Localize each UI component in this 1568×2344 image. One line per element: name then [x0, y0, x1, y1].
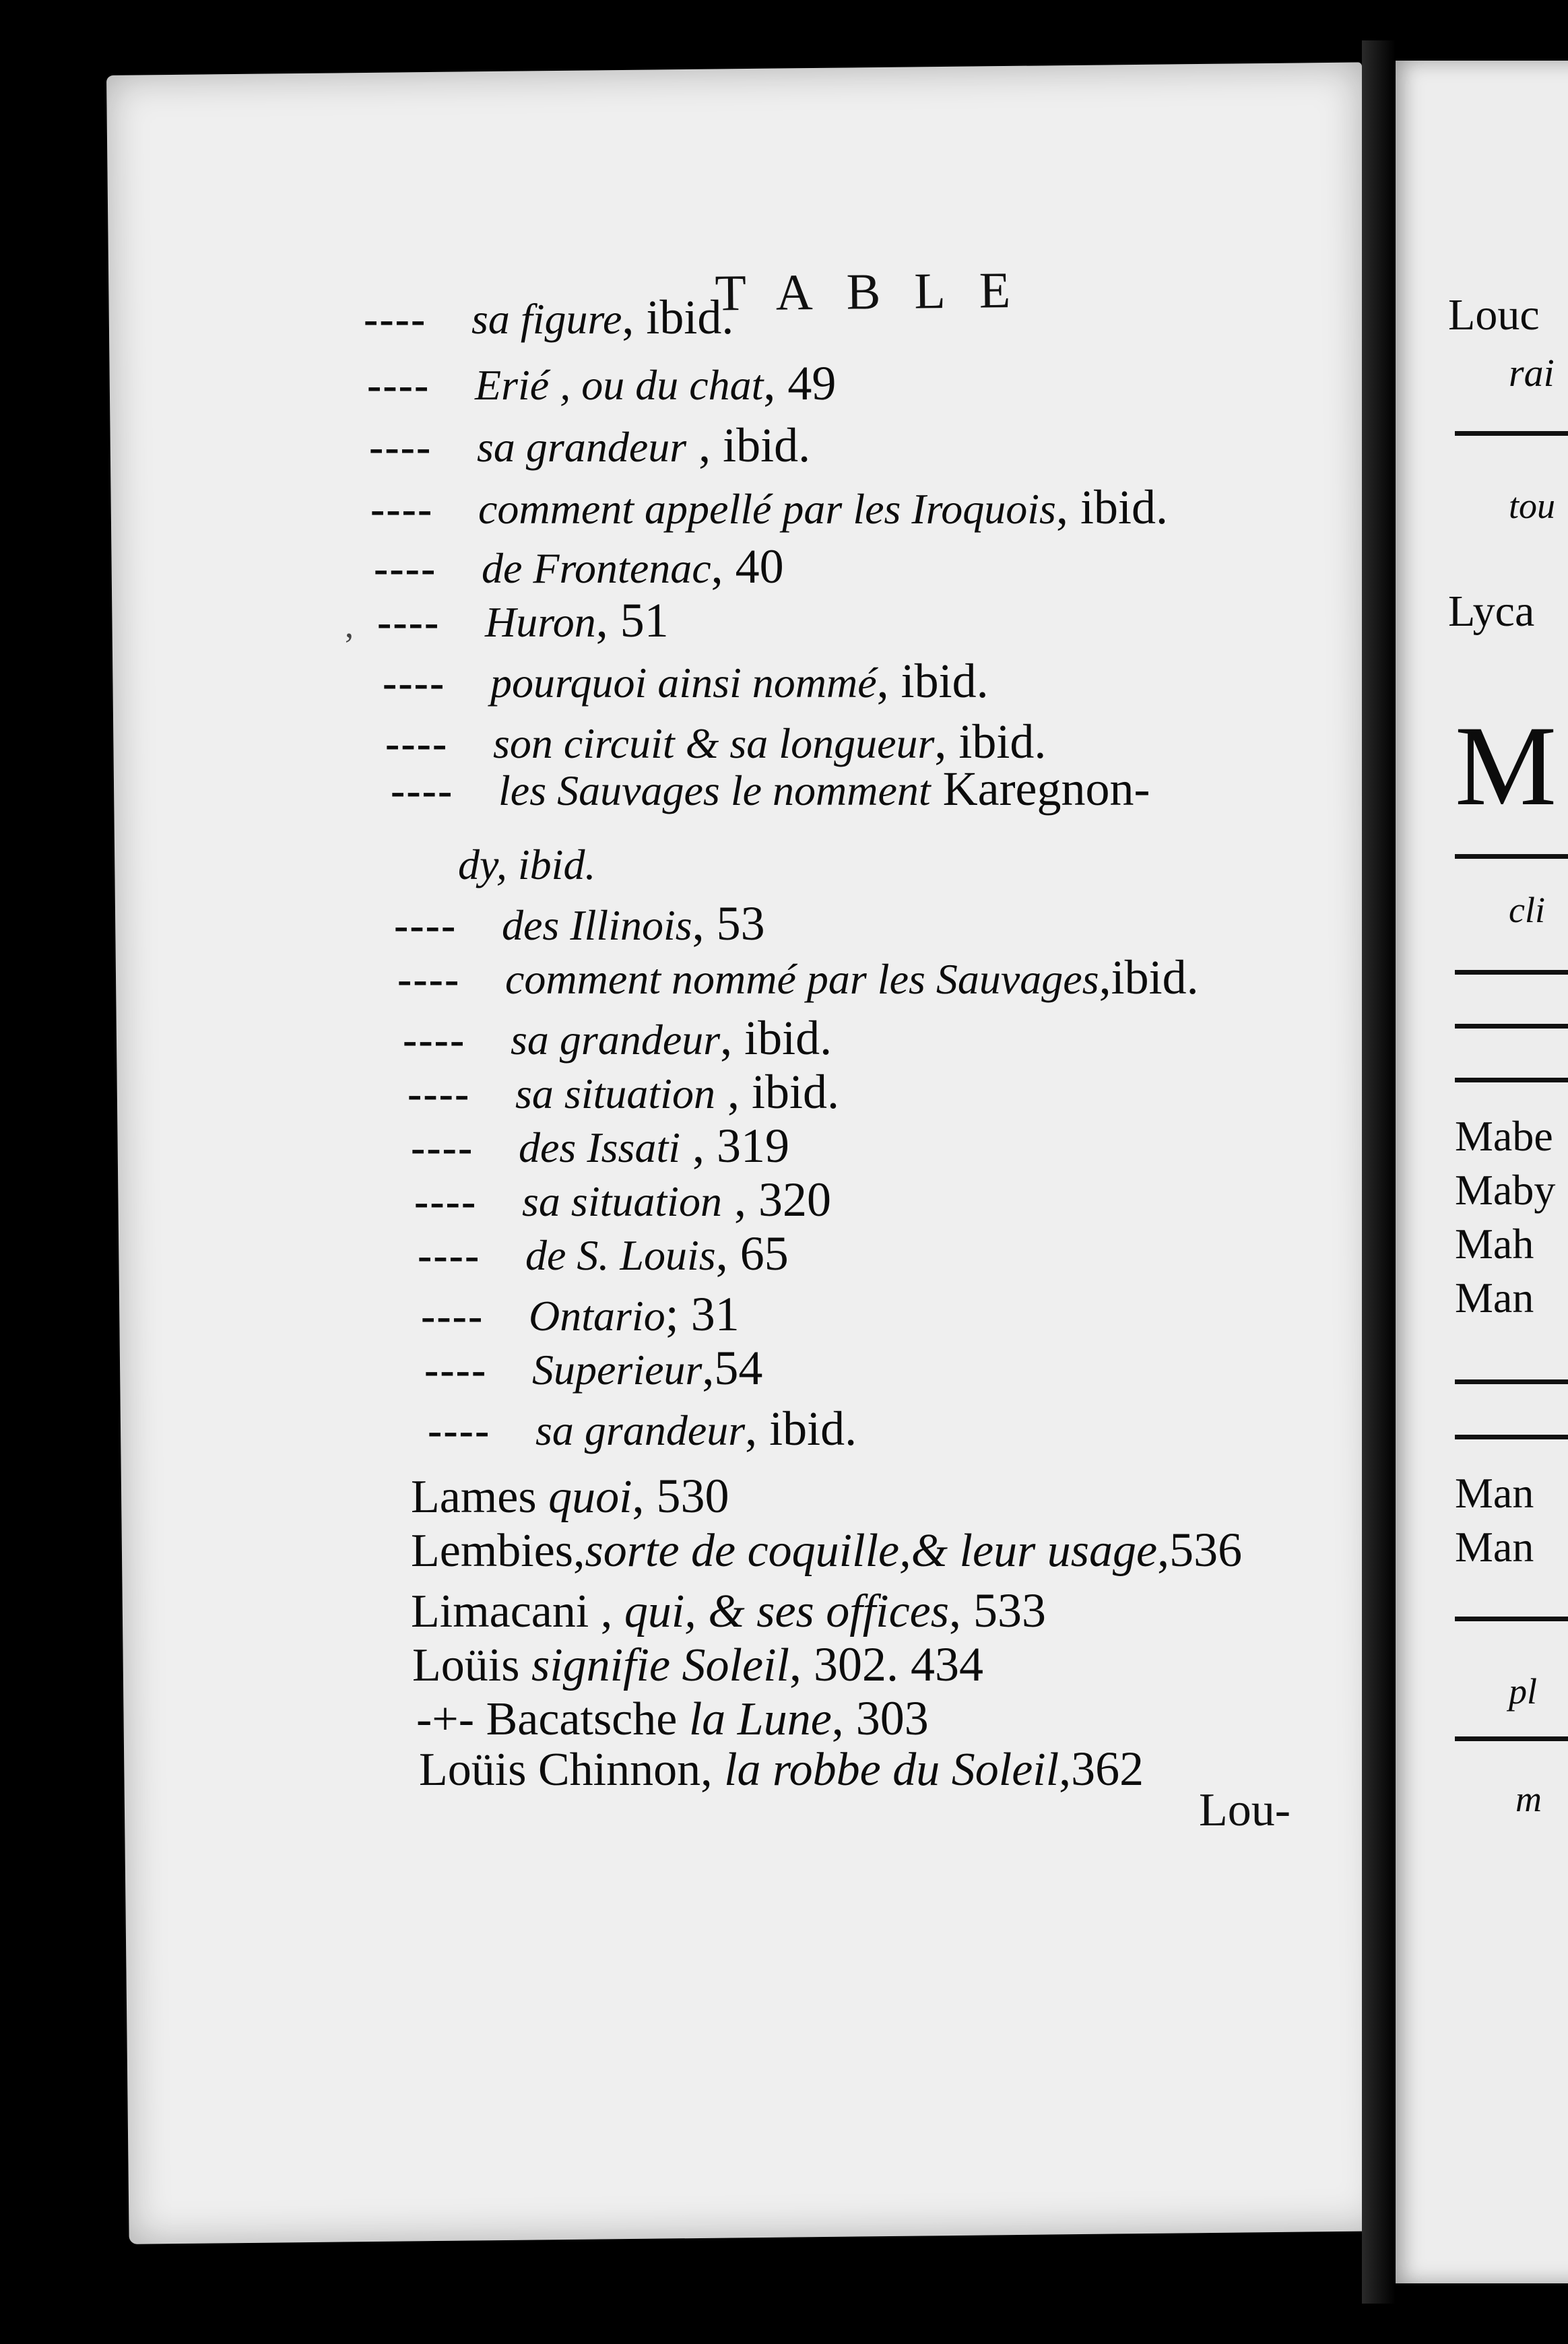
- entry-head: Loüis: [412, 1639, 531, 1691]
- entry-text: la Lune: [688, 1693, 832, 1745]
- index-subentry: [370, 480, 1168, 535]
- index-subentry: [421, 1287, 740, 1342]
- entry-head: -+- Bacatsche: [416, 1693, 689, 1745]
- subentry-dash: ----: [391, 767, 454, 814]
- rule: [1455, 1078, 1568, 1082]
- subentry-dash: ----: [421, 1292, 484, 1340]
- entry-text: sorte de coquille,& leur usage: [585, 1525, 1158, 1577]
- subentry-dash: ----: [403, 1016, 466, 1064]
- right-page-fragment: M: [1455, 703, 1557, 829]
- subentry-ref: , ibid.: [720, 1011, 832, 1065]
- subentry-ref: ,ibid.: [1099, 950, 1199, 1004]
- subentry-ref: , ibid.: [934, 715, 1047, 769]
- subentry-dash: ----: [374, 544, 437, 592]
- subentry-text: de S. Louis: [525, 1231, 716, 1279]
- subentry-ref: Karegnon-: [930, 762, 1150, 816]
- subentry-dash: ----: [364, 295, 427, 343]
- subentry-text: Erié , ou du chat: [475, 361, 764, 409]
- entry-ref: , 533: [949, 1584, 1046, 1637]
- rule: [1455, 431, 1568, 436]
- subentry-dash: ----: [367, 361, 430, 409]
- subentry-ref: , 40: [711, 540, 784, 593]
- subentry-dash: ----: [407, 1070, 471, 1117]
- subentry-text: sa grandeur: [535, 1406, 746, 1454]
- index-subentry: [377, 593, 669, 649]
- index-subentry: [374, 539, 784, 595]
- subentry-text: comment nommé par les Sauvages: [505, 955, 1099, 1003]
- index-subentry: [369, 418, 810, 474]
- subentry-ref: , 49: [763, 356, 837, 410]
- right-page-fragment: cli: [1509, 890, 1545, 930]
- index-entry: [411, 1583, 1046, 1639]
- index-subentry: [458, 835, 595, 891]
- subentry-ref: ; 31: [665, 1287, 740, 1341]
- entry-head: Lames: [411, 1471, 549, 1523]
- index-entry: [416, 1691, 929, 1747]
- right-page-fragment: rai: [1509, 351, 1555, 395]
- margin-tick: ,: [345, 607, 354, 645]
- rule: [1455, 1736, 1568, 1741]
- subentry-ref: ,54: [702, 1341, 763, 1395]
- index-subentry: [428, 1401, 857, 1457]
- catchword: Lou-: [1199, 1784, 1291, 1836]
- subentry-text: Ontario: [529, 1292, 665, 1340]
- subentry-dash: ----: [369, 423, 432, 471]
- index-subentry: [394, 896, 765, 952]
- subentry-dash: ----: [397, 955, 461, 1003]
- right-page-fragment: Mabe: [1455, 1112, 1553, 1160]
- entry-ref: , 530: [632, 1469, 729, 1523]
- subentry-ref: , ibid.: [876, 654, 989, 708]
- subentry-text: dy, ibid.: [458, 841, 596, 888]
- subentry-text: les Sauvages le nomment: [498, 767, 931, 814]
- right-page-fragment: pl: [1509, 1671, 1538, 1712]
- entry-text: signifie Soleil: [531, 1639, 789, 1691]
- subentry-text: Superieur: [532, 1346, 703, 1394]
- subentry-dash: ----: [414, 1177, 478, 1225]
- subentry-ref: , ibid.: [622, 290, 734, 344]
- subentry-ref: , 65: [715, 1227, 789, 1280]
- index-entry: [411, 1522, 1242, 1578]
- index-subentry: [414, 1172, 831, 1228]
- rule: [1455, 1379, 1568, 1384]
- right-page-fragment: Man: [1455, 1523, 1534, 1571]
- subentry-text: sa situation: [522, 1177, 722, 1225]
- subentry-text: de Frontenac: [482, 544, 711, 592]
- subentry-dash: ----: [424, 1346, 488, 1394]
- subentry-text: son circuit & sa longueur: [493, 719, 935, 767]
- subentry-text: sa situation: [515, 1070, 715, 1117]
- subentry-dash: ----: [377, 598, 440, 646]
- index-subentry: [403, 1010, 832, 1066]
- subentry-dash: ----: [411, 1124, 474, 1171]
- right-page-fragment: Lyca: [1448, 587, 1535, 636]
- entry-head: Loüis Chinnon,: [419, 1744, 725, 1796]
- rule: [1455, 1617, 1568, 1621]
- subentry-text: des Issati: [519, 1124, 680, 1171]
- subentry-dash: ----: [370, 485, 434, 533]
- index-subentry: [367, 356, 836, 412]
- entry-text: la robbe du Soleil: [724, 1744, 1059, 1796]
- index-entry: [411, 1468, 729, 1524]
- book-gutter: [1362, 40, 1396, 2304]
- subentry-text: des Illinois: [502, 901, 692, 949]
- rule: [1455, 970, 1568, 975]
- entry-ref: , 302. 434: [789, 1637, 983, 1691]
- subentry-text: sa grandeur: [511, 1016, 721, 1064]
- right-page-fragment: Man: [1455, 1274, 1534, 1322]
- entry-text: qui, & ses offices: [624, 1586, 949, 1637]
- subentry-text: Huron: [485, 598, 596, 646]
- index-subentry: [391, 761, 1150, 817]
- right-page-fragment: m: [1515, 1779, 1542, 1819]
- index-subentry: [407, 1064, 839, 1120]
- index-subentry: [424, 1340, 762, 1396]
- entry-ref: ,536: [1157, 1523, 1243, 1577]
- subentry-dash: ----: [418, 1231, 481, 1279]
- subentry-ref: , ibid.: [686, 418, 811, 472]
- index-subentry: [364, 290, 733, 346]
- right-page-fragment: Mah: [1455, 1220, 1534, 1268]
- rule: [1455, 1435, 1568, 1439]
- subentry-dash: ----: [428, 1406, 491, 1454]
- rule: [1455, 854, 1568, 859]
- subentry-ref: , 53: [692, 897, 765, 950]
- subentry-text: sa figure: [471, 295, 622, 343]
- index-subentry: [411, 1118, 789, 1174]
- page-heading: TABLE: [714, 261, 1045, 322]
- index-entry: [419, 1741, 1144, 1797]
- entry-ref: , 303: [831, 1691, 929, 1745]
- subentry-ref: , 319: [680, 1119, 789, 1173]
- right-page-fragment: Maby: [1455, 1166, 1556, 1214]
- right-page-fragment: tou: [1509, 486, 1556, 526]
- entry-head: Limacani ,: [411, 1586, 624, 1637]
- right-page-fragment: Man: [1455, 1469, 1534, 1517]
- subentry-ref: , ibid.: [745, 1402, 857, 1456]
- right-page-fragment: Louc: [1448, 290, 1540, 339]
- index-subentry: [383, 653, 989, 709]
- subentry-dash: ----: [383, 659, 446, 707]
- subentry-text: sa grandeur: [477, 423, 687, 471]
- entry-text: quoi: [548, 1471, 632, 1523]
- subentry-dash: ----: [394, 901, 457, 949]
- index-entry: [412, 1637, 983, 1693]
- index-subentry: [418, 1226, 789, 1282]
- subentry-dash: ----: [385, 719, 449, 767]
- subentry-ref: , 51: [595, 593, 669, 647]
- rule: [1455, 1024, 1568, 1029]
- subentry-text: pourquoi ainsi nommé: [490, 659, 877, 707]
- entry-ref: ,362: [1059, 1742, 1144, 1796]
- subentry-text: comment appellé par les Iroquois: [478, 485, 1056, 533]
- index-subentry: [397, 950, 1199, 1006]
- subentry-ref: , ibid.: [715, 1065, 839, 1119]
- entry-head: Lembies,: [411, 1525, 585, 1577]
- subentry-ref: , ibid.: [1055, 480, 1168, 534]
- subentry-ref: , 320: [721, 1173, 831, 1227]
